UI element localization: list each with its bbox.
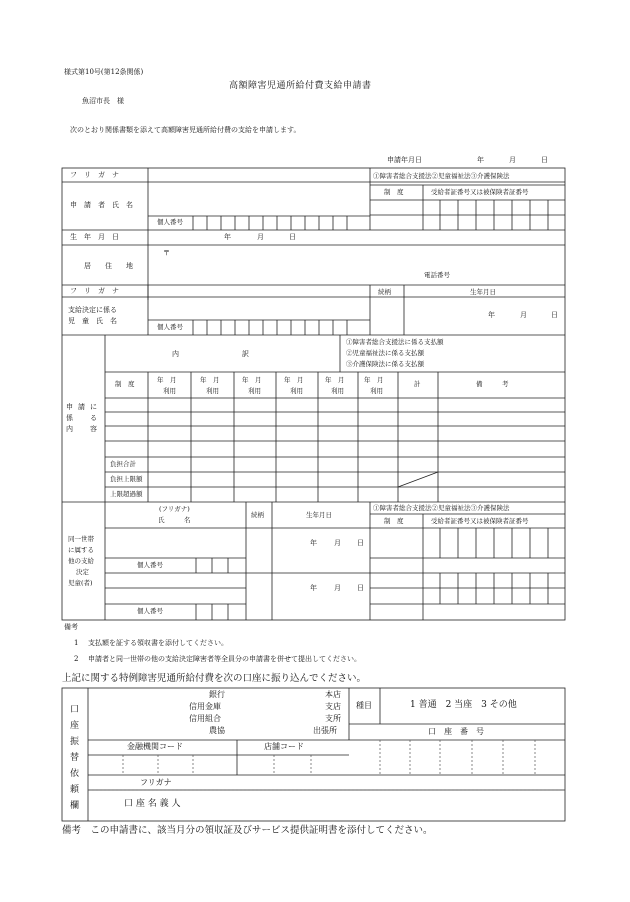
bank-side-label-5: 依 bbox=[70, 769, 80, 779]
bank-side-label-3: 振 bbox=[70, 737, 80, 747]
month-col-6: 年 月 bbox=[364, 376, 384, 384]
household-personal-number-2: 個人番号 bbox=[137, 607, 163, 615]
month-col-3: 年 月 bbox=[242, 376, 262, 384]
applicant-birth-year: 年 bbox=[224, 233, 231, 241]
phone-label: 電話番号 bbox=[424, 271, 450, 279]
household-recipient-cert-label: 受給者証番号又は被保険者証番号 bbox=[431, 517, 529, 525]
child-name-label-2: 児 童 氏 名 bbox=[68, 317, 117, 325]
inst-type-shinkin: 信用金庫 bbox=[189, 702, 221, 711]
application-date-month: 月 bbox=[509, 156, 516, 164]
note-1-text: 支払額を証する領収書を添付してください。 bbox=[88, 639, 228, 647]
household-insurance-types: ①障害者総合支援法②児童福祉法③介護保険法 bbox=[373, 504, 510, 512]
content-total-label: 計 bbox=[414, 380, 421, 388]
account-holder-field[interactable] bbox=[212, 791, 564, 820]
branch-type-honten: 本店 bbox=[325, 690, 341, 699]
bank-side-label-4: 替 bbox=[70, 753, 80, 763]
month-col-1-use: 利用 bbox=[163, 387, 176, 395]
account-holder-label: 口 座 名 義 人 bbox=[124, 799, 181, 809]
inst-type-shinkumi: 信用組合 bbox=[189, 714, 221, 723]
household-birthdate-label: 生年月日 bbox=[306, 511, 332, 519]
burden-cap-label: 負担上限額 bbox=[110, 475, 143, 483]
household-birth-day-1: 日 bbox=[357, 539, 364, 547]
content-side-label-1: 申 bbox=[66, 403, 73, 411]
address-field[interactable] bbox=[149, 246, 564, 284]
child-birth-day: 日 bbox=[551, 311, 558, 319]
postal-mark: 〒 bbox=[163, 249, 170, 257]
household-system-label: 制 度 bbox=[384, 517, 404, 525]
content-side-label-3: に bbox=[90, 403, 97, 411]
content-system-label: 制 度 bbox=[115, 380, 135, 388]
inst-code-label: 金融機関コード bbox=[127, 742, 183, 751]
note-2-text: 申請者と同一世帯の他の支給決定障害者等全員分の申請書を併せて提出してください。 bbox=[88, 655, 361, 663]
household-personal-number-1: 個人番号 bbox=[137, 561, 163, 569]
household-birth-year-1: 年 bbox=[310, 539, 317, 547]
month-col-2-use: 利用 bbox=[206, 387, 219, 395]
child-birth-month: 月 bbox=[520, 311, 527, 319]
branch-code-label: 店舗コード bbox=[264, 742, 304, 751]
breakdown-label: 内 訳 bbox=[172, 350, 249, 358]
content-side-label-7: 容 bbox=[90, 425, 97, 433]
applicant-system-label: 制 度 bbox=[384, 188, 404, 196]
household-birth-year-2: 年 bbox=[310, 584, 317, 592]
bank-side-label-1: 口 bbox=[70, 705, 80, 715]
breakdown-item-2: ②児童福祉法に係る支払額 bbox=[346, 349, 424, 357]
account-type-label: 種目 bbox=[356, 701, 372, 710]
breakdown-item-3: ③介護保険法に係る支払額 bbox=[346, 360, 424, 368]
household-side-label-3: 他の支給 bbox=[68, 557, 94, 565]
form-number: 様式第10号(第12条関係) bbox=[64, 68, 144, 76]
household-birth-month-1: 月 bbox=[334, 539, 341, 547]
month-col-1: 年 月 bbox=[157, 376, 177, 384]
application-date-day: 日 bbox=[541, 156, 548, 164]
account-number-label: 口 座 番 号 bbox=[428, 727, 484, 736]
form-title: 高額障害児通所給付費支給申請書 bbox=[229, 81, 372, 91]
household-birth-day-2: 日 bbox=[357, 584, 364, 592]
inst-type-bank: 銀行 bbox=[209, 690, 225, 699]
applicant-birthdate-label: 生 年 月 日 bbox=[70, 233, 119, 241]
child-relationship-label: 続柄 bbox=[378, 288, 391, 296]
month-col-5: 年 月 bbox=[325, 376, 345, 384]
intro-text: 次のとおり関係書類を添えて高額障害児通所給付費の支給を申請します。 bbox=[70, 126, 301, 134]
child-birth-year: 年 bbox=[488, 311, 495, 319]
month-col-4-use: 利用 bbox=[290, 387, 303, 395]
bank-side-label-2: 座 bbox=[70, 721, 80, 731]
content-side-label-2: 請 bbox=[78, 403, 85, 411]
burden-total-label: 負担合計 bbox=[110, 460, 136, 468]
branch-type-shucho: 出張所 bbox=[313, 726, 337, 735]
child-personal-number-label: 個人番号 bbox=[157, 323, 183, 331]
household-side-label-4: 決定 bbox=[76, 568, 89, 576]
month-col-3-use: 利用 bbox=[248, 387, 261, 395]
household-relationship-label: 続柄 bbox=[251, 511, 264, 519]
household-side-label-2: に属する bbox=[68, 546, 94, 554]
bank-side-label-6: 頼 bbox=[70, 785, 80, 795]
household-name-label: 氏 名 bbox=[158, 516, 191, 524]
child-birthdate-label: 生年月日 bbox=[470, 288, 496, 296]
month-col-4: 年 月 bbox=[284, 376, 304, 384]
note-1-num: 1 bbox=[74, 639, 79, 647]
child-furigana-label: フ リ ガ ナ bbox=[70, 287, 119, 295]
applicant-birth-month: 月 bbox=[257, 233, 264, 241]
note-2-num: 2 bbox=[74, 655, 79, 663]
notes-heading: 備考 bbox=[64, 623, 78, 631]
addressee: 魚沼市長 様 bbox=[82, 97, 124, 105]
applicant-recipient-cert-label: 受給者証番号又は被保険者証番号 bbox=[431, 188, 529, 196]
bank-intro: 上記に関する特例障害児通所給付費を次の口座に振り込んでください。 bbox=[62, 673, 367, 684]
household-furigana-label: (フリガナ) bbox=[159, 505, 190, 513]
applicant-name-field[interactable] bbox=[149, 183, 369, 215]
month-col-2: 年 月 bbox=[200, 376, 220, 384]
content-remarks-label: 備 考 bbox=[476, 380, 509, 388]
breakdown-item-1: ①障害者総合支援法に係る支払額 bbox=[346, 338, 444, 346]
child-name-label-1: 支給決定に係る bbox=[68, 306, 117, 314]
applicant-name-label: 申 請 者 氏 名 bbox=[70, 201, 133, 209]
branch-type-shisho: 支所 bbox=[325, 714, 341, 723]
child-name-field[interactable] bbox=[149, 298, 369, 319]
content-side-label-5: る bbox=[90, 414, 97, 422]
footer-note: 備考 この申請書に、該当月分の領収証及びサービス提供証明書を添付してください。 bbox=[62, 825, 433, 836]
household-birth-month-2: 月 bbox=[334, 584, 341, 592]
applicant-birth-day: 日 bbox=[289, 233, 296, 241]
branch-type-shiten: 支店 bbox=[325, 702, 341, 711]
applicant-personal-number-label: 個人番号 bbox=[157, 218, 183, 226]
bank-side-label-7: 欄 bbox=[70, 801, 80, 811]
inst-type-nokyo: 農協 bbox=[209, 726, 225, 735]
month-col-6-use: 利用 bbox=[370, 387, 383, 395]
month-col-5-use: 利用 bbox=[331, 387, 344, 395]
content-side-label-4: 係 bbox=[66, 414, 73, 422]
over-cap-label: 上限超過額 bbox=[110, 490, 143, 498]
account-type-options[interactable]: 1 普通 2 当座 3 その他 bbox=[410, 700, 517, 710]
application-date-label: 申請年月日 bbox=[387, 156, 422, 164]
household-side-label-1: 同一世帯 bbox=[68, 535, 94, 543]
household-side-label-5: 児童(者) bbox=[68, 579, 93, 587]
address-label: 居 住 地 bbox=[84, 262, 133, 270]
applicant-furigana-label: フ リ ガ ナ bbox=[70, 171, 119, 179]
applicant-insurance-types: ①障害者総合支援法②児童福祉法③介護保険法 bbox=[373, 172, 510, 180]
application-date-year: 年 bbox=[477, 156, 484, 164]
content-side-label-6: 内 bbox=[66, 425, 73, 433]
bank-furigana-label: フリガナ bbox=[140, 778, 172, 787]
